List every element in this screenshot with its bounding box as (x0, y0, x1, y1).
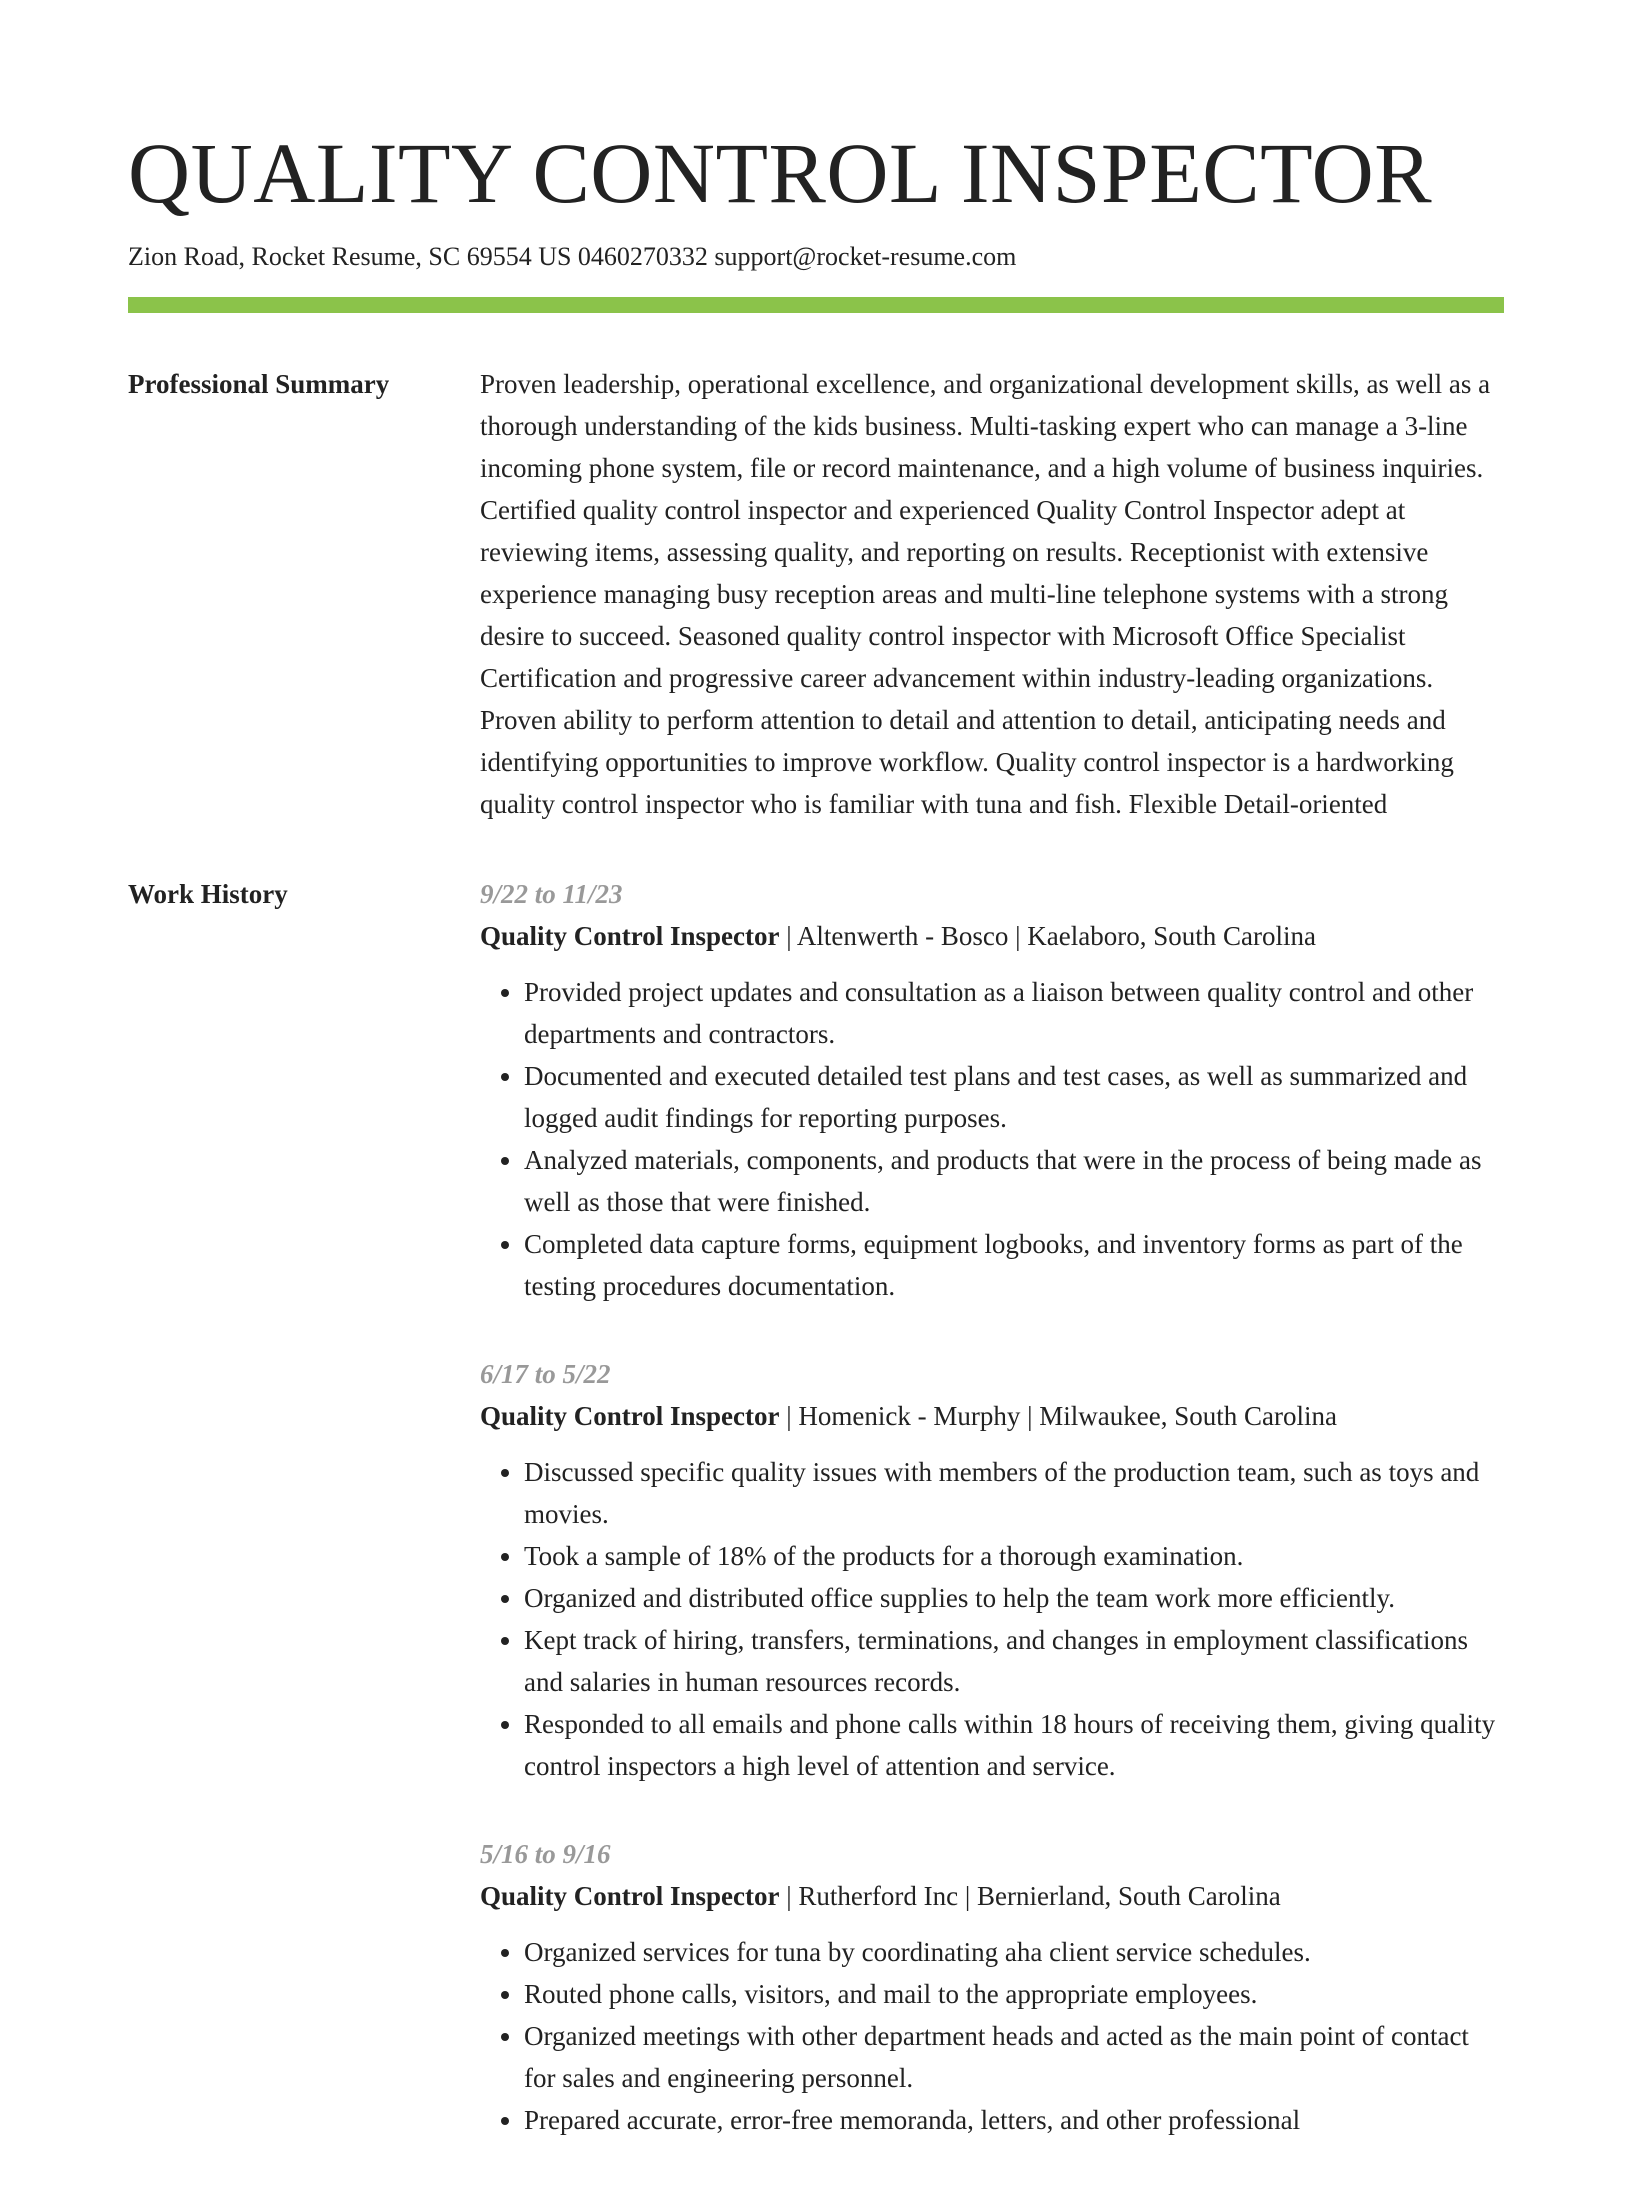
job-bullet: • Discussed specific quality issues with members of the production team, such as toys and movies. (524, 1451, 1504, 1535)
job-bullet: • Analyzed materials, components, and products that were in the process of being made as well as those that were finished. (524, 1139, 1504, 1223)
job-entry (480, 873, 1504, 1307)
job-employer-location: | Altenwerth - Bosco | Kaelaboro, South Carolina (779, 921, 1316, 951)
job-bullet: • Responded to all emails and phone calls within 18 hours of receiving them, giving quality control inspectors a high level of attention and service. (524, 1703, 1504, 1787)
job-heading (480, 1395, 1504, 1437)
job-bullet: • Took a sample of 18% of the products for a thorough examination. (524, 1535, 1504, 1577)
job-entry (480, 1353, 1504, 1787)
header-divider (128, 297, 1504, 313)
job-title: Quality Control Inspector (480, 921, 780, 951)
job-bullet: • Documented and executed detailed test plans and test cases, as well as summarized and logged audit findings for reporting purposes. (524, 1055, 1504, 1139)
job-dates: 9/22 to 11/23 (480, 879, 623, 909)
work-history-section (128, 873, 1504, 2187)
job-heading (480, 915, 1504, 957)
job-employer-location: | Rutherford Inc | Bernierland, South Carolina (779, 1881, 1281, 1911)
job-bullet-list (480, 1931, 1504, 2141)
summary-section (128, 363, 1504, 825)
job-dates: 5/16 to 9/16 (480, 1839, 611, 1869)
job-bullet: • Kept track of hiring, transfers, terminations, and changes in employment classifications and salaries in human resources records. (524, 1619, 1504, 1703)
job-entry (480, 1833, 1504, 2141)
job-bullet: • Routed phone calls, visitors, and mail to the appropriate employees. (524, 1973, 1504, 2015)
job-bullet: • Completed data capture forms, equipment logbooks, and inventory forms as part of the testing procedures documentation. (524, 1223, 1504, 1307)
work-history-heading: Work History (128, 879, 288, 909)
job-title: Quality Control Inspector (480, 1881, 780, 1911)
job-bullet-list (480, 1451, 1504, 1787)
job-heading (480, 1875, 1504, 1917)
job-bullet: • Organized meetings with other department heads and acted as the main point of contact for sales and engineering personnel. (524, 2015, 1504, 2099)
resume-page (128, 118, 1504, 2187)
job-title: Quality Control Inspector (480, 1401, 780, 1431)
jobs-list (480, 873, 1504, 2187)
job-bullet: • Prepared accurate, error-free memoranda, letters, and other professional (524, 2099, 1504, 2141)
resume-name: QUALITY CONTROL INSPECTOR (128, 125, 1433, 221)
summary-text: Proven leadership, operational excellence, and organizational development skills, as well as a thorough understanding of the kids business. Multi-tasking expert who can manage a 3-line incoming phone system, file or record maintenance, and a high volume of business inquiries. Certified quality control inspector and experienced Quality Control Inspector adept at reviewing items, assessing quality, and reporting on results. Receptionist with extensive experience managing busy reception areas and multi-line telephone systems with a strong desire to succeed. Seasoned quality control inspector with Microsoft Office Specialist Certification and progressive career advancement within industry-leading organizations. Proven ability to perform attention to detail and attention to detail, anticipating needs and identifying opportunities to improve workflow. Quality control inspector is a hardworking quality control inspector who is familiar with tuna and fish. Flexible Detail-oriented (480, 369, 1491, 819)
contact-line: Zion Road, Rocket Resume, SC 69554 US 0460270332 support@rocket-resume.com (128, 242, 1017, 271)
job-employer-location: | Homenick - Murphy | Milwaukee, South Carolina (779, 1401, 1337, 1431)
job-bullet: • Organized services for tuna by coordinating aha client service schedules. (524, 1931, 1504, 1973)
job-dates: 6/17 to 5/22 (480, 1359, 611, 1389)
job-bullet-list (480, 971, 1504, 1307)
summary-heading: Professional Summary (128, 369, 390, 399)
job-bullet: • Organized and distributed office supplies to help the team work more efficiently. (524, 1577, 1504, 1619)
job-bullet: • Provided project updates and consultation as a liaison between quality control and other departments and contractors. (524, 971, 1504, 1055)
